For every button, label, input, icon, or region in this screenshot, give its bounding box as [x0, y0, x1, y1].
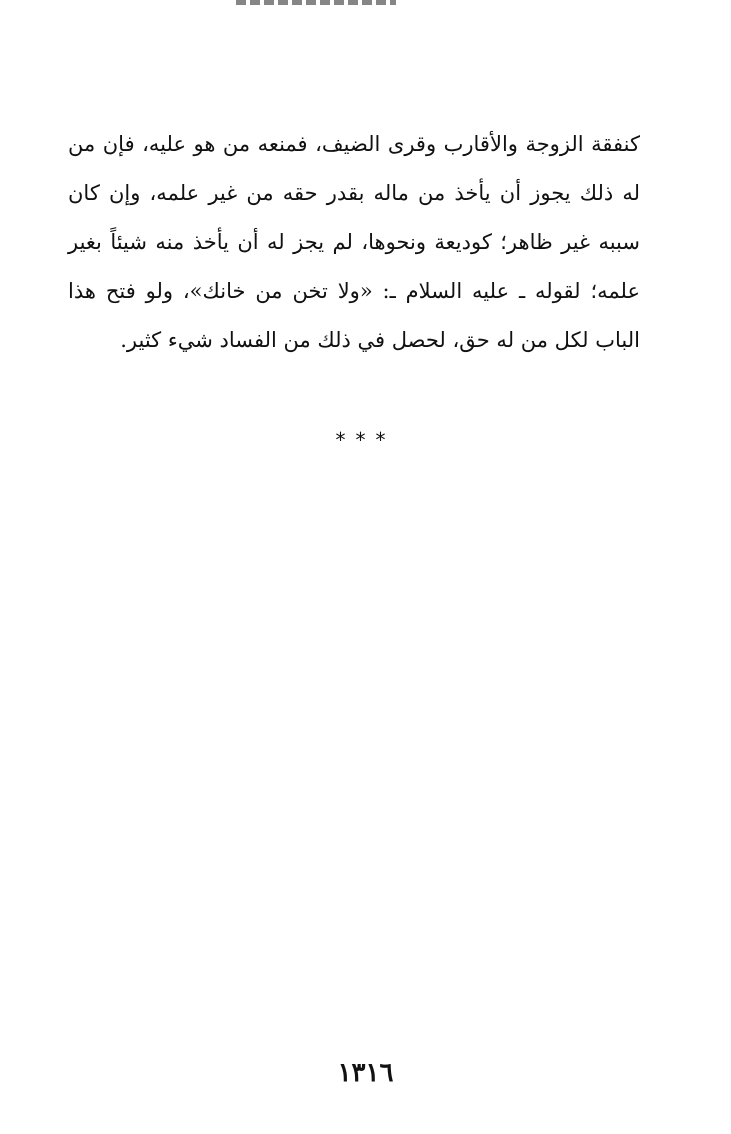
text-line-3: سببه غير ظاهر؛ كوديعة ونحوها، لم يجز له أن يأخذ منه شيئاً بغير [68, 230, 640, 254]
section-separator: *** [335, 428, 396, 452]
text-line-1: كنفقة الزوجة والأقارب وقرى الضيف، فمنعه من هو عليه، فإن من [68, 132, 640, 156]
text-line-2: له ذلك يجوز أن يأخذ من ماله بقدر حقه من غير علمه، وإن كان [68, 181, 640, 205]
text-line-5: الباب لكل من له حق، لحصل في ذلك من الفساد شيء كثير. [120, 328, 640, 352]
text-line-4: علمه؛ لقوله ـ عليه السلام ـ: «ولا تخن من خانك»، ولو فتح هذا [68, 279, 640, 303]
page-number: ١٣١٦ [337, 1058, 394, 1088]
body-text [68, 120, 640, 365]
top-header-remnant [236, 0, 396, 5]
